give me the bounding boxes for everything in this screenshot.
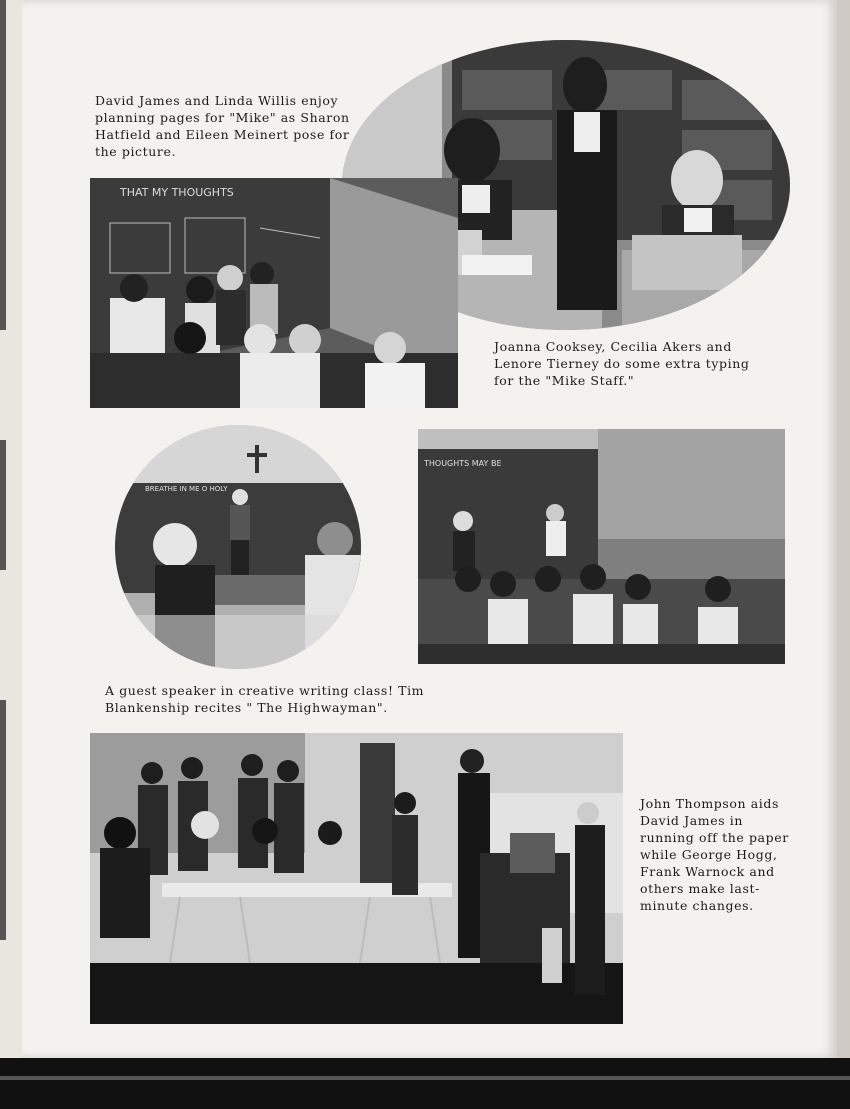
caption-thompson: John Thompson aids David James in running off the paper while George Hogg, Frank Warnock and others make last-minute changes. [640,796,789,913]
photo-speaker [115,425,361,669]
caption-planning: David James and Linda Willis enjoy planning pages for "Mike" as Sharon Hatfield and Eileen Meinert pose for the picture. [95,93,350,159]
caption-speaker: A guest speaker in creative writing class! Tim Blankenship recites " The Highwayman". [105,683,425,715]
scan-bottom-edge [0,1058,850,1109]
yearbook-page [22,0,837,1058]
board-text-photo3: BREATHE IN ME O HOLY [145,485,228,493]
photo-classroom [418,429,785,664]
board-text-photo4: THOUGHTS MAY BE [424,459,502,468]
edge-strip [0,0,6,330]
photo-planning [90,178,458,408]
edge-strip [0,440,6,570]
caption-typing: Joanna Cooksey, Cecilia Akers and Lenore Tierney do some extra typing for the "Mike Staff." [494,339,750,388]
photo-mimeograph [90,733,623,1024]
edge-strip [0,700,6,940]
board-text-photo1: THAT MY THOUGHTS [120,186,234,199]
right-page-edge [837,0,850,1060]
left-page-edge [0,0,22,1109]
scan-band [0,1076,850,1080]
